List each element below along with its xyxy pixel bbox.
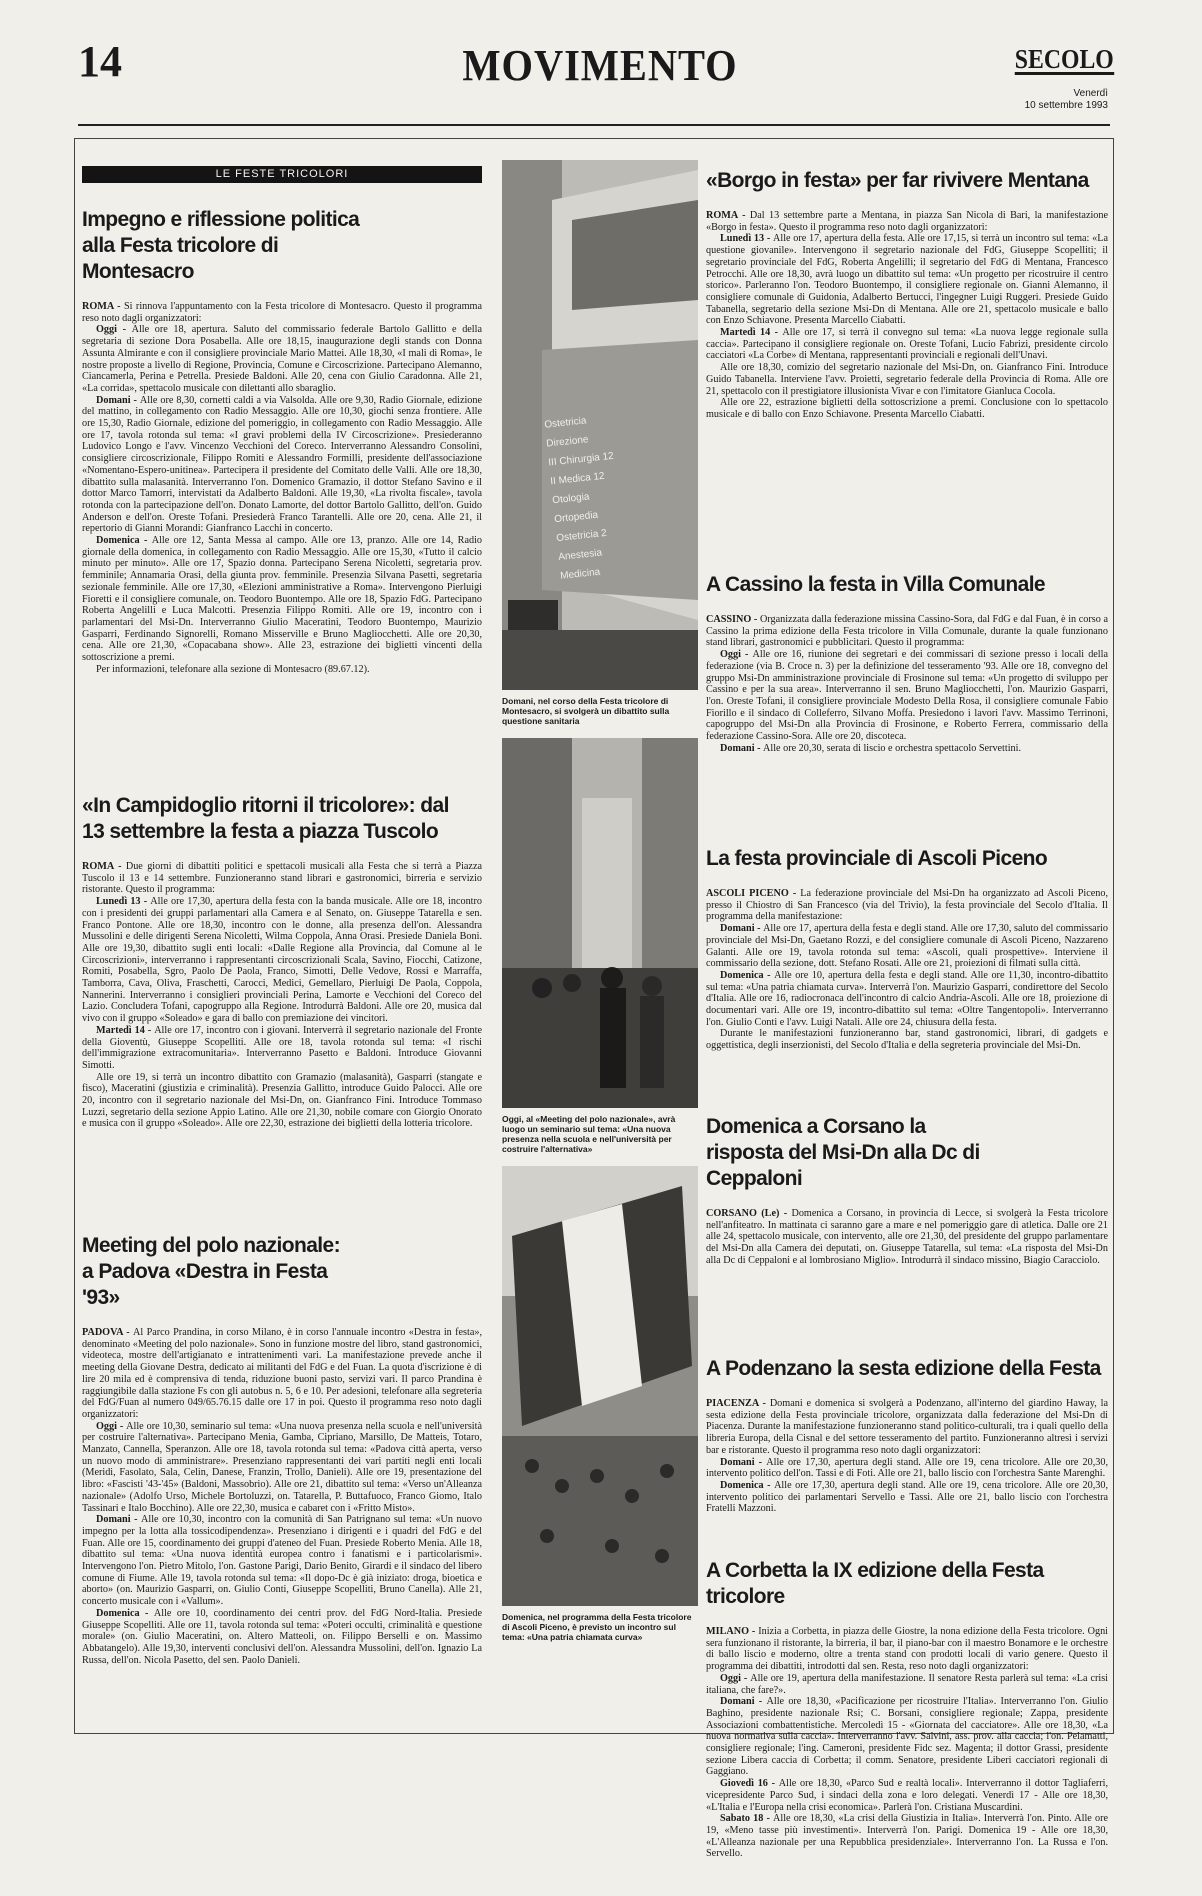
- article-body: [706, 1398, 1108, 1544]
- article-paragraph: Oggi - Alle ore 16, riunione dei segretari e dei commissari di sezione presso i locali della federazione (via B. Croce n. 3) per la definizione del tesseramento '93. Alle ore 18, convegno del gruppo Msi-Dn amministrazione provinciale di Frosinone sul tema: «Un progetto di sviluppo per Cassino e per la sua area». Interverranno il sen. Bruno Magliocchetti, l'on. Maurizio Gasparri, l'on. Oreste Tofani, il consigliere provinciale Modesto Della Rosa, il consigliere comunale Fabio Fiorillo e il sindaco di Colleferro, Silvano Moffa. Presiedono i lavori l'avv. Massimo Terrinoni, capogruppo del Msi-Dn alla Provincia di Frosinone, e Roberto Ferrera, commissario della federazione Cassino-Sora. Alle ore 20, discoteca.: [706, 649, 1108, 743]
- sign-line: Otologia: [551, 491, 591, 507]
- article-paragraph: Alle ore 19, si terrà un incontro dibattito con Gramazio (malasanità), Gasparri (stangate e fisco), Maceratini (giustizia e criminalità). Presenzia Gallitto, introduce Guido Palocci. Alle ore 20, incontro con il segretario nazionale del Msi-Dn, on. Gianfranco Fini. Introduce Tommaso Luzzi, segretario della sezione Appio Latino. Alle ore 21,30, nobile comare con Giorgio Onorato e musica con il gruppo «Soleado». Alle ore 22,30, estrazione dei biglietti della lotteria tricolore.: [82, 1071, 482, 1130]
- article-paragraph: ROMA - Due giorni di dibattiti politici e spettacoli musicali alla Festa che si terrà a Piazza Tuscolo il 13 e 14 settembre. Funzioneranno stand librari e gastronomici, birreria e servizio ristorante. Questo il programma:: [82, 861, 482, 896]
- article-body: [706, 888, 1108, 1100]
- article-paragraph: Domenica - Alle ore 12, Santa Messa al campo. Alle ore 13, pranzo. Alle ore 14, Radio giornale della domenica, in collegamento con Radio Messaggio. Alle ore 15,30, «Tutto il calcio minuto per minuto». Alle ore 17, Spazio donna. Partecipano Serena Nicoletti, segretaria prov. femminile; Annamaria Orasi, della giunta prov. femminile. Presenzia Silvana Pasetti, segretaria sezionale femminile. Alle ore 17,30, «Elezioni amministrative a Roma». Intervengono Pierluigi Fioretti e il consigliere comunale, on. Teodoro Buontempo. Alle ore 18, Spazio FdG. Partecipano Roberta Angelilli e Luca Malcotti. Presenzia Filippo Romiti. Alle ore 19, incontro con i parlamentari del Msi-Dn. Interverranno Giulio Maceratini, Teodoro Buontempo, Maurizio Gasparri, Ferdinando Signorelli, Romano Misserville e Bruno Magliocchetti. Alle ore 20,30, cena. Alle ore 21,30, «Copacabana show». Alle 23, estrazione dei biglietti vincenti della sottoscrizione a premi.: [82, 535, 482, 664]
- top-rule: [78, 124, 1110, 126]
- article-paragraph: ASCOLI PICENO - La federazione provinciale del Msi-Dn ha organizzato ad Ascoli Piceno, presso il Chiostro di San Francesco (via del Trivio), la festa provinciale del Secolo d'Italia. Il programma della manifestazione:: [706, 888, 1109, 923]
- right-column: [706, 160, 1109, 1860]
- article-paragraph: Giovedì 16 - Alle ore 18,30, «Parco Sud e realtà locali». Interverranno il dottor Tagliaferri, vicepresidente Parco Sud, i sindaci della zona e loro delegati. Venerdì 17 - Alle ore 18,30, «L'Italia e l'Europa nella crisi economica». Parlerà l'on. Cristiana Muscardini.: [706, 1778, 1109, 1813]
- photo-caption: Oggi, al «Meeting del polo nazionale», avrà luogo un seminario sul tema: «Una nuova presenza nella scuola e nell'università per costruire l'alternativa»: [502, 1114, 676, 1154]
- article-paragraph: Martedì 14 - Alle ore 17, incontro con i giovani. Interverrà il segretario nazionale del Fronte della Gioventù, Giuseppe Scopelliti. Alle ore 18, tavola rotonda sul tema: «I rischi dell'immigrazione extracomunitaria». Interverranno Pasetto e Baldoni. Introduce Giovanni Simotti.: [82, 1024, 482, 1071]
- dateline: [990, 88, 1108, 112]
- photo-street-crowd: [502, 738, 698, 1108]
- article-paragraph: ROMA - Dal 13 settembre parte a Mentana, in piazza San Nicola di Bari, la manifestazione «Borgo in festa». Questo il programma reso noto dagli organizzatori:: [706, 210, 1109, 233]
- article-paragraph: Alle ore 22, estrazione biglietti della sottoscrizione a premi. Conclusione con lo spettacolo musicale e di ballo con Enzo Schiavone. Presenta Marcello Ciabatti.: [706, 397, 1108, 420]
- sign-line: Anestesia: [557, 547, 603, 563]
- photo-flag-crowd: [502, 1166, 698, 1606]
- sign-line: II Medica 12: [549, 470, 606, 488]
- article-paragraph: Domenica - Alle ore 17,30, apertura degli stand. Alle ore 19, cena tricolore. Alle ore 20,30, intervento politico dei parlamentari Servello e Tassi. Alle ore 21, ballo liscio con l'orchestra Fratelli Mazzoni.: [706, 1479, 1108, 1515]
- article-paragraph: Durante le manifestazioni funzioneranno bar, stand gastronomici, librari, di gadgets e oggettistica, degli inserzionisti, del Secolo d'Italia e della segreteria provinciale del Msi-Dn.: [706, 1028, 1108, 1052]
- article-title: Domenica a Corsano la risposta del Msi-Dn alla Dc di Ceppaloni: [706, 1115, 980, 1190]
- article-paragraph: Sabato 18 - Alle ore 18,30, «La crisi della Giustizia in Italia». Interverrà l'on. Pinto. Alle ore 19, «Meno tasse più investimenti». Interverrà l'on. Parigi. Domenica 19 - Alle ore 18,30, «L'Alleanza nazionale per una Repubblica presidenziale». Interverranno l'on. La Russa e l'on. Servello.: [706, 1813, 1108, 1860]
- article-paragraph: Oggi - Alle ore 18, apertura. Saluto del commissario federale Bartolo Gallitto e della segretaria di sezione Dora Posabella. Alle ore 18,15, inaugurazione degli stands con Donna Assunta Almirante e con il consigliere provinciale Mario Mattei. Alle 18,30, «I mali di Roma», le nostre proposte a livello di Regione, Provincia, Comune e Circoscrizione. Partecipano Alemanno, Ciancamerla, Perina e Petrella. Presiede Baldoni. Alle 20, cena con Giulio Caradonna. Alle 21, «La corrida», spettacolo musicale con dilettanti allo sbaraglio.: [82, 324, 482, 394]
- article-title: A Cassino la festa in Villa Comunale: [706, 573, 1046, 596]
- photo-caption: Domenica, nel programma della Festa tricolore di Ascoli Piceno, è previsto un incontro sul tema: «Una patria chiamata curva»: [502, 1612, 692, 1642]
- article-paragraph: Domani - Alle ore 20,30, serata di liscio e orchestra spettacolo Servettini.: [720, 742, 1022, 754]
- article-paragraph: Oggi - Alle ore 10,30, seminario sul tema: «Una nuova presenza nella scuola e nell'università per costruire l'alternativa». Partecipano Menia, Gamba, Cipriano, Marsillo, De Matteis, Totaro, Manzato, Cannella, Speranzon. Alle ore 18, tavola rotonda sul tema: «Padova città aperta, verso un nuovo modo di amministrare». Presenziano rappresentanti dei vari partiti negli enti locali (Meridi, Fasolato, Sala, Celin, Danese, Franzin, Trollo, Danieli). Alle ore 19, presentazione del libro: «Fascisti '43-'45» (Baldoni, Massobrio). Alle ore 21, dibattito sul tema: «Verso un'Alleanza nazionale» (Adolfo Urso, Michele Bortoluzzi, on. Tatarella, P. Buttafuoco, Franco Giomo, Italo Tassinari e Italo Bocchino). Alle ore 22,30, musica e cabaret con i «Fritto Misto».: [82, 1420, 482, 1514]
- article-paragraph: Alle ore 18,30, comizio del segretario nazionale del Msi-Dn, on. Gianfranco Fini. Introduce Guido Tabanella. Interviene l'avv. Proietti, segretario federale della Provincia di Roma. Alle ore 21, spettacolo con il prestigiatore illusionista Vivar e con l'imitatore Gianluca Cocola.: [706, 362, 1108, 397]
- article-paragraph: MILANO - Inizia a Corbetta, in piazza delle Giostre, la nona edizione della Festa tricolore. Ogni sera funzionano il ristorante, la birreria, il bar, il piano-bar con il maestro Bonamore e le orchestre di ballo liscio e moderno, oltre a trenta stand con prodotti locali di vario genere. Questo il programma dei dibattiti, introdotti dal sen. Resta, reso noto dagli organizzatori:: [706, 1626, 1108, 1673]
- article-paragraph: CASSINO - Organizzata dalla federazione missina Cassino-Sora, dal FdG e dal Fuan, è in corso a Cassino la prima edizione della Festa tricolore in Villa Comunale, durante la quale funzionano stand librari, gastronomici e pubblicitari. Questo il programma:: [706, 614, 1108, 649]
- newspaper-logo: SECOLO: [1014, 44, 1114, 74]
- article-paragraph: Per informazioni, telefonare alla sezione di Montesacro (89.67.12).: [96, 663, 370, 675]
- article-title: Meeting del polo nazionale: a Padova «Destra in Festa '93»: [82, 1234, 340, 1309]
- article-paragraph: Domani - Alle ore 17,30, apertura degli stand. Alle ore 19, cena tricolore. Alle ore 20,30, intervento politico dell'on. Tassi e di Foti. Alle ore 21, ballo liscio con l'orchestra Sante Marenghi.: [706, 1456, 1108, 1480]
- flag-crowd-illustration: [502, 1166, 698, 1606]
- article-title: A Podenzano la sesta edizione della Festa: [706, 1357, 1101, 1380]
- article-paragraph: ROMA - Si rinnova l'appuntamento con la Festa tricolore di Montesacro. Questo il programma reso noto dagli organizzatori:: [82, 301, 482, 324]
- article-paragraph: Oggi - Alle ore 19, apertura della manifestazione. Il senatore Resta parlerà sul tema: «La crisi italiana, che fare?».: [706, 1672, 1109, 1696]
- article-paragraph: CORSANO (Le) - Domenica a Corsano, in provincia di Lecce, si svolgerà la Festa tricolore nell'anfiteatro. In mattinata ci saranno gare a mare e nel pomeriggio gare di atletica. Dalle ore 21 alle 24, spettacolo musicale, con intervento, alle ore 21,30, del presidente del gruppo parlamentare del Msi-Dn alla Camera dei deputati, on. Giuseppe Tatarella, sul tema: «La risposta del Msi-Dn alla Dc di Ceppaloni e al lombrosiano Miglio». Introdurrà il sindaco missino, Biagio Caracciolo.: [706, 1208, 1108, 1266]
- page-number: 14: [78, 37, 122, 86]
- article-paragraph: Domani - Alle ore 8,30, cornetti caldi a via Valsolda. Alle ore 9,30, Radio Giornale, edizione del mattino, in collegamento con Radio Messaggio. Alle ore 10,30, giochi senza frontiere. Alle ore 15,30, Radio Giornale, edizione del pomeriggio, in collegamento con Radio Messaggio. Alle ore 17, tavola rotonda sul tema: «I gravi problemi della IV Circoscrizione». Presiederanno Ludovico Longo e l'avv. Vincenzo Vecchioni del Coreco. Interverranno Alessandro Consolini, consigliere circoscrizionale, Filippo Romiti e Alessandro Formilli, presidente dell'associazione «Nomentano-Espero-unitinea». Partecipera il presidente del Comitato delle Valli. Alle ore 18,30, dibattito sulla malasanità. Interverranno l'on. Domenico Gramazio, il dottor Stefano Savino e il dottor Marco Tamorri, intervistati da Adalberto Baldoni. Alle 19,30, «La rivolta fiscale», tavola rotonda con la partecipazione dell'on. Donato Lamorte, del dottor Bartolo Gallitto, dell'on. Guido Anderson e dell'on. Oreste Tofani. Presiederà Franco Tarantelli. Alle ore 20, cena. Alle 21, il repertorio di Gianni Morandi: Gianfranco Lacchi in concerto.: [82, 394, 483, 535]
- article-body: [706, 614, 1108, 830]
- sign-line: Ortopedia: [553, 509, 599, 526]
- article-title: «Borgo in festa» per far rivivere Mentana: [706, 169, 1089, 192]
- photo-caption: Domani, nel corso della Festa tricolore di Montesacro, si svolgerà un dibattito sulla questione sanitaria: [502, 696, 670, 726]
- dateline-day: Venerdì: [1073, 88, 1108, 99]
- article-body: [82, 861, 482, 1207]
- street-crowd-illustration: [502, 738, 698, 1108]
- section-title: MOVIMENTO: [462, 41, 738, 90]
- article-paragraph: PADOVA - Al Parco Prandina, in corso Milano, è in corso l'annuale incontro «Destra in festa», denominato «Meeting del polo nazionale». Sono in funzione mostre del libro, stand gastronomici, videoteca, mostre dell'artigianato e intrattenimenti vari. La manifestazione prevede anche il meeting della Giovane Destra, dedicato ai militanti del FdG e del Fuan. La quota d'iscrizione è di lire 20 mila ed è comprensiva di tenda, riduzione buoni pasto, servizi vari. Il parco Prandina è raggiungibile dalla stazione Fs con gli autobus n. 5, 6 e 10. Per adesioni, telefonare alla segreteria del FdG/Fuan al numero 049/65.76.15 dalle ore 17 in poi. Questo il programma reso noto dagli organizzatori:: [82, 1327, 482, 1420]
- article-paragraph: Domenica - Alle ore 10, apertura della festa e degli stand. Alle ore 11,30, incontro-dibattito sul tema: «Una patria chiamata curva». Interverrà l'on. Maurizio Gasparri, condirettore del Secolo d'Italia. Alle ore 16, radiocronaca dell'incontro di calcio Andria-Ascoli. Alle ore 18, proiezione di documentari vari. Alle ore 19, incontro-dibattito sul tema: «Oltre Tangentopoli». Interverranno l'on. Giulio Conti e l'avv. Luigi Natali. Alle ore 24, chiusura della festa.: [706, 969, 1109, 1028]
- article-title: Impegno e riflessione politica alla Festa tricolore di Montesacro: [82, 208, 360, 283]
- article-paragraph: Domani - Alle ore 18,30, «Pacificazione per ricostruire l'Italia». Interverranno l'on. Giulio Baghino, presidente nazionale Rsi; C. Borsani, consigliere regionale; Zappa, presidente Associazioni combattentistiche. Mercoledì 15 - «Giornata del cacciatore». Alle ore 18,30, «La nuova normativa sulla caccia». Interverranno l'avv. Salvini, ass. prov. alla caccia; l'on. Pelamatti, consigliere regionale; l'ing. Cameroni, presidente Fidc sez. Magenta; il dottor Grassi, presidente sezione Libera caccia di Corbetta; il comm. Senatore, presidente Liberi cacciatori regionali di Gaggiano.: [706, 1696, 1108, 1778]
- photo-column: [502, 160, 698, 1728]
- article-body: [706, 1626, 1108, 1896]
- article-paragraph: Lunedì 13 - Alle ore 17,30, apertura della festa con la banda musicale. Alle ore 18, incontro con i presidenti dei gruppi parlamentari alla Camera e al Senato, on. Giuseppe Tatarella e sen. Franco Pontone. Alle ore 18,30, incontro con le donne, alla presenza dell'on. Alessandra Mussolini e delle dirigenti Serena Nicoletti, Wilma Coppola, Anna Orasi. Presiede Daniela Boni. Alle ore 19,30, dibattito sugli enti locali: «Dalle Regione alla Provincia, dal Comune al le Circoscrizioni», interverranno i rappresentanti circoscrizionali Scala, Savino, Fiocchi, Catizone, Romiti, Posabella, Sgro, Paolo De Paola, Franco, Simotti, Delle Vedove, Rossi e Marraffa, Tamborra, Cava, Oliva, Fraschetti, Carocci, Medici, Gemellaro, Pierluigi De Paola, Coppola, Nannerini. Interverranno i consiglieri provinciali Perina, Lamorte e Vecchioni del Coreco del Lazio. Concludera Tofani, capogruppo alla Regione. Introdurrà Baldoni. Alle ore 20, musica dal vivo con il gruppo «Soleado» e gara di ballo con premiazione dei vincitori.: [82, 896, 482, 1025]
- article-paragraph: Martedì 14 - Alle ore 17, si terrà il convegno sul tema: «La nuova legge regionale sulla caccia». Partecipano il consigliere regionale on. Oreste Tofani, Lucio Fabrizi, presidente circolo cacciatori «La Corbe» di Mentana, rappresentanti provinciali e regionali dell'Unavi.: [706, 327, 1108, 362]
- dateline-date: 10 settembre 1993: [1024, 100, 1108, 111]
- article-paragraph: Domani - Alle ore 10,30, incontro con la comunità di San Patrignano sul tema: «Un nuovo impegno per la lotta alla tossicodipendenza». Presenziano i dirigenti e i quadri del FdG e del Fuan. Alle ore 15, coordinamento dei gruppi d'ateneo del Fuan. Presiede Roberto Menia. Alle 18, dibattito sul tema: «Una nuova identità europea contro i fanatismi e i particolarismi». Intervengono l'on. Pietro Mitolo, l'on. Gastone Parigi, Dario Benito, Girardi e il sindaco del libero comune di Fiume. Alle 19, tavola rotonda sul tema: «Il dopo-Dc è già iniziato: droga, bioetica e aborto» (on. Maurizio Gasparri, on. Giulio Conti, Giuseppe Scopelliti, Bruno Canella). Alle 21, concerto musicale con i «Vallum».: [82, 1514, 483, 1608]
- article-title: La festa provinciale di Ascoli Piceno: [706, 847, 1048, 870]
- sign-line: Medicina: [559, 566, 601, 582]
- article-paragraph: Domenica - Alle ore 10, coordinamento dei centri prov. del FdG Nord-Italia. Presiede Giuseppe Scopelliti. Alle ore 11, tavola rotonda sul tema: «Poteri occulti, criminalità e questione morale» (on. Giulio Maceratini, on. Altero Matteoli, on. Filippo Berselli e on. Massimo Abbatangelo). Alle 19,30, interventi conclusivi dell'on. Alessandra Mussolini, dell'on. Ignazio La Russa, dell'on. Nicola Pasetto, del sen. Paolo Danieli.: [82, 1607, 482, 1666]
- sign-text: [543, 401, 700, 586]
- sign-line: Ostetricia 2: [555, 527, 608, 545]
- article-body: [82, 1327, 482, 1807]
- article-paragraph: Lunedì 13 - Alle ore 17, apertura della festa. Alle ore 17,15, si terrà un incontro sul tema: «La questione giovanile». Intervengono il segretario nazionale del FdG, Giuseppe Scopelliti; il segretario provinciale del FdG, Roberta Angelilli; il segretario del FdG di Mentana, Francesco Petrocchi. Alle ore 18,30, avrà luogo un dibattito sul tema: «Un progetto per ricostruire il centro storico». Parleranno l'on. Teodoro Buontempo, il consigliere regionale on. Gianni Alemanno, il consigliere comunale di Guidonia, Adalberto Bertucci, l'ingegner Luigi Ruggeri. Presiede Guido Tabanella, segretario della sezione Msi-Dn di Mentana. Alle ore 21, spettacolo musicale e ballo con Enzo Schiavone. Presenta Marcello Ciabatti.: [706, 233, 1108, 327]
- sign-line: III Chirurgia 12: [547, 450, 615, 469]
- sign-line: Ostetricia: [543, 415, 588, 431]
- left-column: [82, 160, 482, 1728]
- article-paragraph: Domani - Alle ore 17, apertura della festa e degli stand. Alle ore 17,30, saluto del commissario provinciale del Msi-Dn, Gaetano Rozzi, e del consigliere comunale di Ascoli Piceno, Nazzareno Galanti. Alle ore 19, tavola rotonda sul tema: «Ascoli, quali prospettive». Interviene il commissario della sezione, dott. Stefano Rosati. Alle ore 21, proiezioni di filmati sulla città.: [706, 923, 1109, 970]
- article-paragraph: PIACENZA - Domani e domenica si svolgerà a Podenzano, all'interno del giardino Haway, la sesta edizione della Festa provinciale tricolore, organizzata dalla federazione del Msi-Dn di Piacenza. Durante la manifestazione funzioneranno stand politico-culturali, tra i quali quello della libreria Europa, della Cisnal e del settore tesseramento del partito. Funzioneranno altresì i servizi bar e ristorante. Questo il programma reso noto dagli organizzatori:: [706, 1398, 1108, 1456]
- article-body: [706, 1208, 1108, 1340]
- article-body: [706, 210, 1108, 550]
- article-title: «In Campidoglio ritorni il tricolore»: dal 13 settembre la festa a piazza Tuscolo: [82, 794, 449, 843]
- section-band: LE FESTE TRICOLORI: [82, 166, 482, 183]
- article-title: A Corbetta la IX edizione della Festa tricolore: [706, 1559, 1044, 1608]
- article-body: [82, 301, 482, 771]
- photo-hospital-sign: [502, 160, 698, 690]
- sign-line: Direzione: [545, 434, 590, 450]
